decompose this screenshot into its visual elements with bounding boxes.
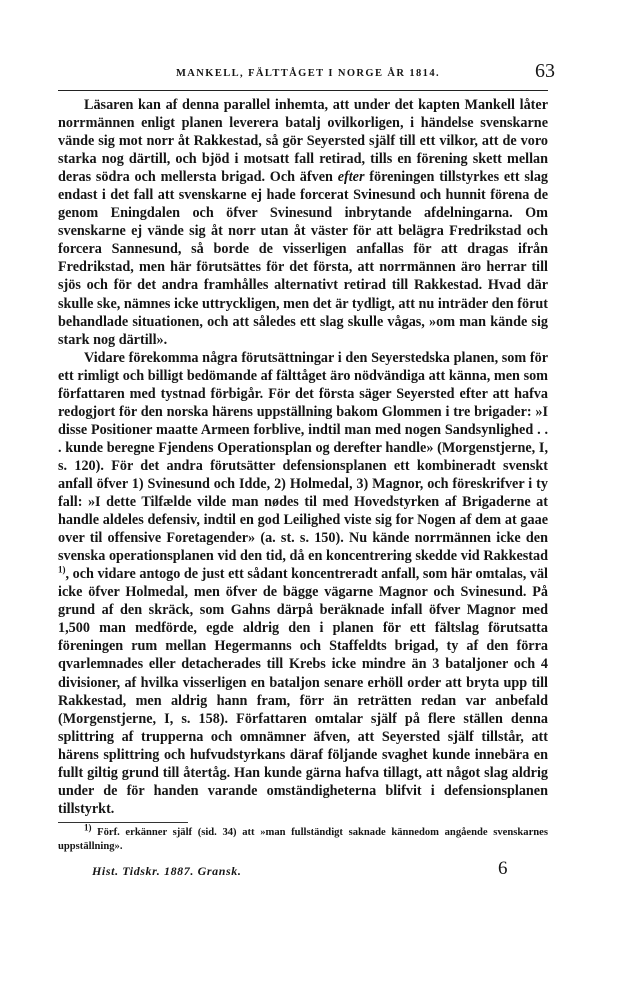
footnote-marker: 1) <box>84 822 92 833</box>
signature-number: 6 <box>498 857 508 879</box>
paragraph-2-text: Vidare förekomma några förutsättningar i den Seyerstedska planen, som för ett rimligt och billigt bedömande af fälttåget äro nödvändiga att känna, men som författaren med tystnad förbigår. För det första säger Seyersted efter att hafva redogjort för den norska härens uppställning bakom Glommen i tre brigader: »I disse Positioner maatte Armeen forblive, indtil man med nogen Sandsynlighed . . . kunde beregne Fjendens Operationsplan og derefter handle» (Morgenstjerne, I, s. 120). För det andra förutsätter defensionsplanen ett kombineradt svenskt anfall öfver 1) Svinesund och Idde, 2) Holmedal, 3) Magnor, och föreskrifver i ty fall: »I dette Tilfælde vilde man nødes til med Hovedstyrken af Brigaderne at handle aldeles defensiv, indtil en god Leilighed viste sig for Nogen af dem at gaae over til offensive Foretagender» (a. st. s. 150). Nu kände norrmännen icke den svenska operationsplanen vid den tid, då en koncentrering skedde vid Rakkestad <box>58 349 548 565</box>
signature-source: Hist. Tidskr. 1887. Gransk. <box>92 863 242 878</box>
emphasis-efter: efter <box>337 169 365 186</box>
paragraph-2 <box>58 349 548 818</box>
document-page <box>58 56 555 882</box>
paragraph-1-rest: föreningen tillstyrkes ett slag endast i det fall att svenskarne ej hade forcerat Svinesund och hunnit förena de genom Eningdalen och öfver Svinesund inbrytande afdelningarna. Om svenskarne ej vände sig åt norr utan åt väster för att belägra Fredrikstad och forcera Sannesund, så borde de visserligen anfallas för att dragas ifrån Fredrikstad, men här förutsättes för det första, att norrmännen äro herrar till sjös och för det andra framhålles alternativt retirad till Rakkestad. Hvad där skulle ske, nämnes icke uttryckligen, men det är tydligt, att nu inträder den förut behandlade situationen, och att således ett slag skulle vågas, »om man kände sig stark nog därtill». <box>58 169 549 348</box>
signature-line <box>58 858 548 882</box>
footnote-text: Förf. erkänner själf (sid. 34) att »man fullständigt saknade kännedom angående svenskarnes uppställning». <box>58 826 548 852</box>
body-text <box>58 96 548 818</box>
page-header <box>58 56 555 96</box>
running-head: MANKELL, FÄLTTÅGET I NORGE ÅR 1814. <box>176 68 440 79</box>
paragraph-2-rest: , och vidare antogo de just ett sådant koncentreradt anfall, som här omtalas, väl icke öfver Holmedal, men öfver de bägge vägarne Magnor och Svinesund. På grund af den skräck, som Gahns därpå beräknade infall öfver Magnor med 1,500 man medförde, egde aldrig den i planen för ett fältslag förutsatta föreningen rum mellan Hegermanns och Staffeldts brigad, ty af den förra qvarlemnades eller detacherades till Krebs icke mindre än 3 bataljoner och 4 divisioner, af hvilka visserligen en bataljon senare erhöll order att bryta upp till Rakkestad, men aldrig hann fram, förr än reträtten redan var anbefald (Morgenstjerne, I, s. 158). Författaren omtalar själf på flere ställen denna splittring af trupperna och omnämner äfven, att Seyersted själf tillstår, att härens splittring och hufvudstyrkans däraf följande svaghet kunde innebära en fullt giltig grund till återtåg. Han kunde gärna hafva tillagt, att något slag aldrig under de för handen varande omständigheterna blifvit i defensionsplanen tillstyrkt. <box>58 566 548 817</box>
header-rule <box>58 90 548 91</box>
footnote-rule <box>58 822 188 823</box>
paragraph-1 <box>58 96 548 349</box>
page-number: 63 <box>535 60 555 82</box>
footnote-reference: 1) <box>58 564 66 575</box>
footnote <box>58 822 548 854</box>
paragraph-1-text: Läsaren kan af denna parallel inhemta, att under det kapten Mankell låter norrmännen enligt planen leverera batalj ovilkorligen, i händelse svenskarne vände sig mot norr åt Rakkestad, så gör Seyersted själf till ett vilkor, att de voro starka nog därtill, och bjöd i motsatt fall retirad, tills en förening skett mellan deras södra och mellersta brigad. Och äfven <box>58 97 548 186</box>
